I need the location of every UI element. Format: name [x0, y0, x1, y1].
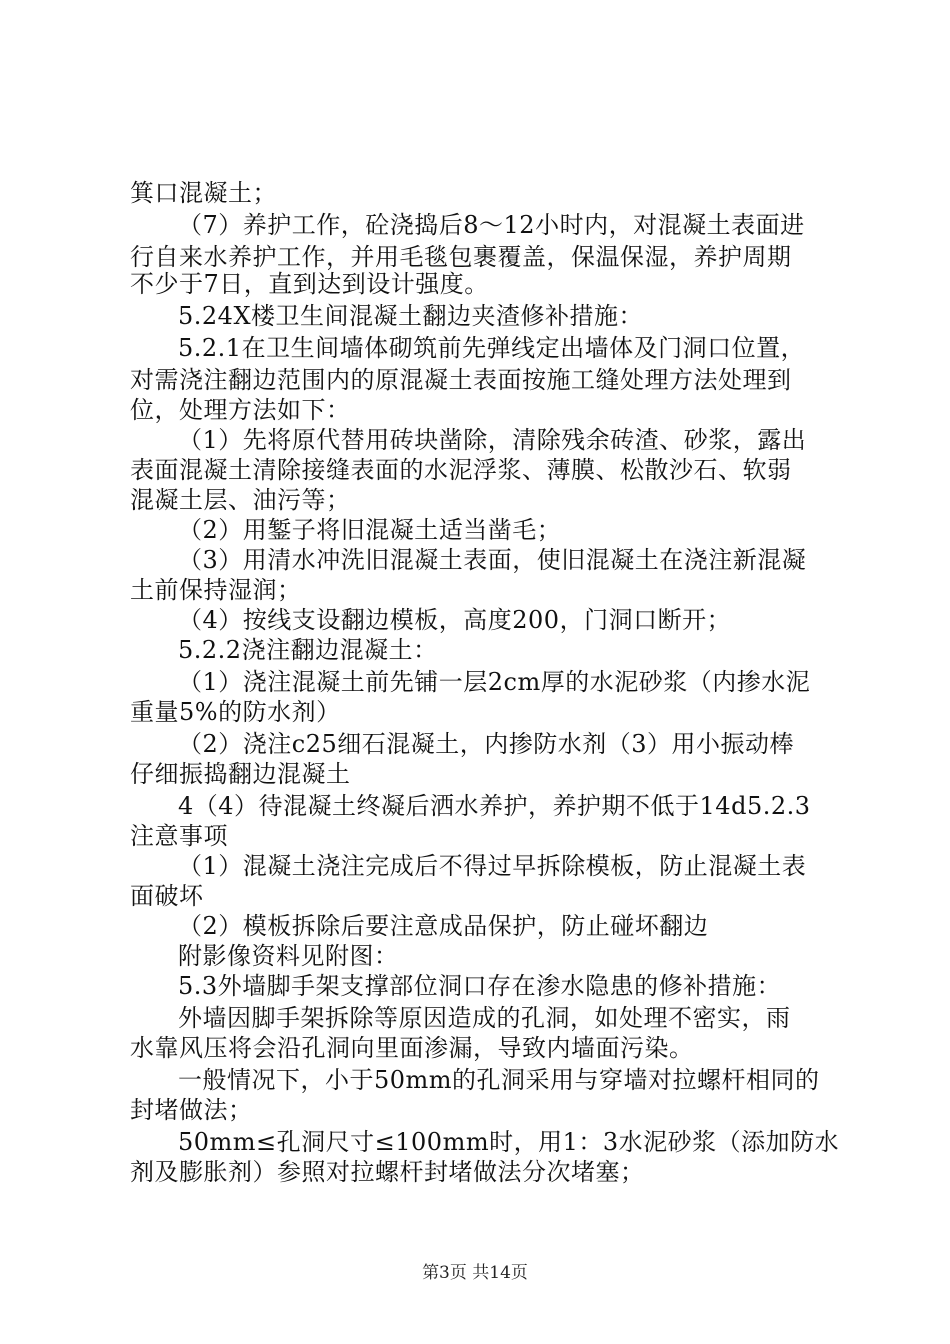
text-line: 箕口混凝土； [130, 179, 277, 207]
text-line: （4）按线支设翻边模板，高度200，门洞口断开； [178, 606, 732, 634]
text-line: 不少于7日，直到达到设计强度。 [130, 270, 489, 298]
text-line: 附影像资料见附图： [178, 942, 399, 970]
text-line: 表面混凝土清除接缝表面的水泥浮浆、薄膜、松散沙石、软弱 [130, 456, 792, 484]
text-line: 4（4）待混凝土终凝后洒水养护，养护期不低于14d5.2.3 [178, 792, 811, 820]
text-line: （1）浇注混凝土前先铺一层2cm厚的水泥砂浆（内掺水泥 [178, 668, 811, 696]
text-line: 一般情况下，小于50mm的孔洞采用与穿墙对拉螺杆相同的 [178, 1066, 820, 1094]
text-line: 面破坏 [130, 882, 204, 910]
section-heading: 注意事项 [130, 822, 228, 850]
text-line: 对需浇注翻边范围内的原混凝土表面按施工缝处理方法处理到 [130, 366, 792, 394]
text-line: 行自来水养护工作，并用毛毯包裹覆盖，保温保湿，养护周期 [130, 243, 792, 271]
text-line: 混凝土层、油污等； [130, 486, 351, 514]
page-footer [0, 1262, 950, 1284]
section-heading: 5.2.2浇注翻边混凝土： [178, 636, 438, 664]
text-line: （2）模板拆除后要注意成品保护，防止碰坏翻边 [178, 912, 709, 940]
text-line: 50mm≤孔洞尺寸≤100mm时，用1：3水泥砂浆（添加防水 [178, 1128, 840, 1156]
page-number-label: 第3页 共14页 [422, 1263, 528, 1283]
text-line: （1）先将原代替用砖块凿除，清除残余砖渣、砂浆，露出 [178, 426, 807, 454]
text-line: 土前保持湿润； [130, 576, 302, 604]
section-heading: 5.24X楼卫生间混凝土翻边夹渣修补措施： [178, 302, 644, 330]
text-line: 位，处理方法如下： [130, 396, 351, 424]
text-line: （2）浇注c25细石混凝土，内掺防水剂（3）用小振动棒 [178, 730, 795, 758]
text-line: 重量5%的防水剂） [130, 698, 341, 726]
text-line: 水靠风压将会沿孔洞向里面渗漏，导致内墙面污染。 [130, 1034, 694, 1062]
text-line: （2）用錾子将旧混凝土适当凿毛； [178, 516, 562, 544]
text-line: 封堵做法； [130, 1096, 253, 1124]
text-line: （1）混凝土浇注完成后不得过早拆除模板，防止混凝土表 [178, 852, 807, 880]
text-line: 剂及膨胀剂）参照对拉螺杆封堵做法分次堵塞； [130, 1158, 645, 1186]
text-line: 外墙因脚手架拆除等原因造成的孔洞，如处理不密实，雨 [178, 1004, 791, 1032]
text-line: （7）养护工作，砼浇捣后8～12小时内，对混凝土表面进 [178, 211, 805, 239]
section-heading: 5.3外墙脚手架支撑部位洞口存在渗水隐患的修补措施： [178, 972, 782, 1000]
text-line: （3）用清水冲洗旧混凝土表面，使旧混凝土在浇注新混凝 [178, 546, 807, 574]
text-line: 5.2.1在卫生间墙体砌筑前先弹线定出墙体及门洞口位置， [178, 334, 806, 362]
text-line: 仔细振捣翻边混凝土 [130, 760, 351, 788]
